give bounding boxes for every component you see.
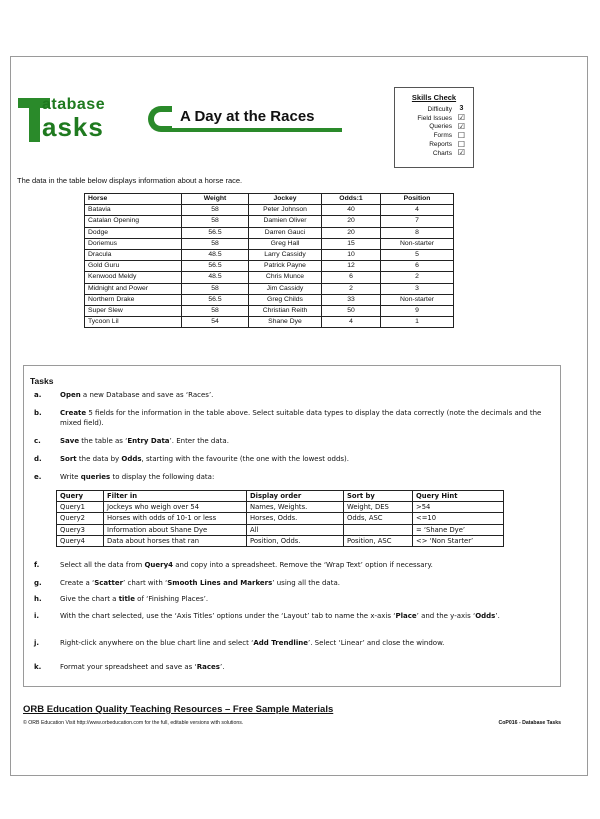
difficulty-value: 3 (459, 105, 464, 113)
skills-label: Difficulty (427, 105, 452, 113)
skills-label: Forms (433, 132, 452, 140)
query-cell: Horses with odds of 10-1 or less (104, 513, 247, 524)
race-cell: 9 (381, 306, 454, 317)
race-cell: 5 (381, 250, 454, 261)
race-cell: Greg Childs (249, 294, 322, 305)
task-text-part: ’ chart with ‘ (123, 579, 168, 587)
table-row (85, 294, 454, 305)
task-text-part: Select all the data from (60, 561, 145, 569)
race-cell: 6 (322, 272, 381, 283)
query-cell: Query3 (57, 524, 104, 535)
race-cell: Non-starter (381, 238, 454, 249)
race-cell: 58 (182, 306, 249, 317)
query-cell: Names, Weights. (247, 502, 344, 513)
task-label: k. (34, 663, 42, 671)
race-cell: Super Slew (85, 306, 182, 317)
task-text-bold: Query4 (144, 561, 174, 569)
query-header-cell: Query (57, 491, 104, 502)
race-cell: 58 (182, 238, 249, 249)
table-row (85, 238, 454, 249)
task-text-bold: Save (60, 437, 80, 445)
query-cell (344, 524, 413, 535)
task-text-part: the table as ‘ (79, 437, 128, 445)
race-cell: Larry Cassidy (249, 250, 322, 261)
task-text-bold: Place (395, 612, 417, 620)
task-label: h. (34, 595, 42, 603)
task-text-bold: Add Trendline (253, 639, 308, 647)
task-text-part: ’ using all the data. (272, 579, 340, 587)
task-text-bold: Smooth Lines and Markers (167, 579, 273, 587)
task-text (60, 594, 550, 604)
checkbox-icon: ☑ (457, 121, 466, 131)
skills-label: Reports (429, 141, 452, 149)
race-cell: 56.5 (182, 227, 249, 238)
race-table (84, 193, 454, 328)
task-text-part: With the chart selected, use the ‘Axis Titles’ options under the ‘Layout’ tab to name the x-axis ‘ (60, 612, 396, 620)
race-cell: 12 (322, 261, 381, 272)
tasks-heading: Tasks (30, 376, 54, 386)
task-text-part: of ‘Finishing Places’. (134, 595, 209, 603)
race-cell: Kenwood Meldy (85, 272, 182, 283)
race-cell: 2 (381, 272, 454, 283)
task-text-bold: Sort (60, 455, 77, 463)
race-cell: 20 (322, 216, 381, 227)
task-text-part: 5 fields for the information in the table above. Select suitable data types to display the data correctly (note the decimals and the mixed field). (60, 409, 542, 427)
race-cell: Christian Reith (249, 306, 322, 317)
title-block (148, 106, 338, 140)
race-cell: Catalan Opening (85, 216, 182, 227)
task-text-bold: Odds (121, 455, 142, 463)
race-cell: 4 (322, 317, 381, 328)
query-cell: Odds, ASC (344, 513, 413, 524)
task-text (60, 408, 550, 428)
race-header-cell: Horse (85, 194, 182, 205)
race-cell: 56.5 (182, 261, 249, 272)
query-header-cell: Display order (247, 491, 344, 502)
query-cell: <> ‘Non Starter’ (413, 535, 504, 546)
table-row (85, 272, 454, 283)
race-cell: Non-starter (381, 294, 454, 305)
task-text-part: to display the following data: (110, 473, 215, 481)
query-cell: Position, ASC (344, 535, 413, 546)
checkbox-icon: ☐ (457, 130, 466, 140)
race-cell: 7 (381, 216, 454, 227)
race-cell: 3 (381, 283, 454, 294)
logo-t-stem (29, 98, 40, 142)
logo-line2: asks (42, 112, 104, 142)
race-cell: Dodge (85, 227, 182, 238)
table-row (85, 261, 454, 272)
task-label: g. (34, 579, 42, 587)
table-row (57, 502, 504, 513)
task-text-bold: Races (196, 663, 220, 671)
task-text-part: a new Database and save as ‘Races’. (80, 391, 214, 399)
task-text (60, 472, 550, 482)
race-cell: Jim Cassidy (249, 283, 322, 294)
footer-copyright: © ORB Education Visit http://www.orbeducation.com for the full, editable versions with solutions. (23, 720, 244, 726)
task-text-part: ’. Enter the data. (169, 437, 229, 445)
title-underline (162, 128, 342, 132)
race-cell: 48.5 (182, 250, 249, 261)
query-cell: Jockeys who weigh over 54 (104, 502, 247, 513)
race-cell: 58 (182, 205, 249, 216)
task-text (60, 454, 550, 464)
task-text-part: ’. Select ‘Linear’ and close the window. (307, 639, 445, 647)
skills-label: Charts (432, 149, 452, 157)
task-text-part: ’. (495, 612, 500, 620)
checkbox-icon: ☑ (457, 113, 466, 123)
race-cell: Northern Drake (85, 294, 182, 305)
race-cell: Midnight and Power (85, 283, 182, 294)
query-cell: Data about horses that ran (104, 535, 247, 546)
table-row (85, 216, 454, 227)
table-row (85, 283, 454, 294)
race-cell: 54 (182, 317, 249, 328)
race-cell: Shane Dye (249, 317, 322, 328)
table-row (57, 524, 504, 535)
race-cell: Gold Guru (85, 261, 182, 272)
race-cell: 15 (322, 238, 381, 249)
query-cell: Position, Odds. (247, 535, 344, 546)
race-cell: 56.5 (182, 294, 249, 305)
skills-label: Field Issues (417, 114, 452, 122)
task-text-bold: Scatter (94, 579, 124, 587)
query-cell: Information about Shane Dye (104, 524, 247, 535)
task-text-part: Write (60, 473, 81, 481)
race-cell: Doriemus (85, 238, 182, 249)
race-cell: Peter Johnson (249, 205, 322, 216)
task-text-bold: Odds (475, 612, 496, 620)
table-row (57, 535, 504, 546)
race-cell: 50 (322, 306, 381, 317)
table-row (85, 317, 454, 328)
task-text-part: Give the chart a (60, 595, 119, 603)
query-cell: Query4 (57, 535, 104, 546)
query-table (56, 490, 504, 547)
task-text (60, 436, 550, 446)
race-header-cell: Weight (182, 194, 249, 205)
task-label: i. (34, 612, 40, 620)
task-text (60, 390, 550, 400)
query-header-cell: Query Hint (413, 491, 504, 502)
race-cell: 48.5 (182, 272, 249, 283)
table-row (85, 227, 454, 238)
skills-row (395, 149, 473, 158)
race-cell: 6 (381, 261, 454, 272)
query-header-cell: Filter in (104, 491, 247, 502)
query-cell: = ‘Shane Dye’ (413, 524, 504, 535)
task-text-part: Right-click anywhere on the blue chart line and select ‘ (60, 639, 254, 647)
skills-row (395, 131, 473, 140)
page-title: A Day at the Races (180, 108, 315, 125)
table-row (85, 250, 454, 261)
task-text-bold: Create (60, 409, 87, 417)
task-text (60, 611, 550, 621)
skills-label: Queries (429, 123, 452, 131)
task-text (60, 638, 550, 648)
footer-code: CoP016 - Database Tasks (498, 720, 561, 726)
query-cell: <=10 (413, 513, 504, 524)
query-header-cell: Sort by (344, 491, 413, 502)
checkbox-icon: ☐ (457, 139, 466, 149)
race-cell: 4 (381, 205, 454, 216)
race-cell: 20 (322, 227, 381, 238)
logo-line1: atabase (42, 96, 106, 113)
table-row (85, 205, 454, 216)
task-text-bold: Entry Data (127, 437, 170, 445)
race-cell: 8 (381, 227, 454, 238)
race-cell: Greg Hall (249, 238, 322, 249)
race-cell: 33 (322, 294, 381, 305)
table-row (57, 513, 504, 524)
query-cell: Weight, DES (344, 502, 413, 513)
skills-check-title: Skills Check (411, 93, 457, 102)
task-label: d. (34, 455, 42, 463)
table-row (85, 306, 454, 317)
query-cell: Horses, Odds. (247, 513, 344, 524)
race-cell: Chris Munce (249, 272, 322, 283)
database-tasks-logo (18, 98, 118, 142)
race-cell: 2 (322, 283, 381, 294)
race-header-cell: Odds:1 (322, 194, 381, 205)
task-text-part: ’. (219, 663, 225, 671)
race-header-cell: Position (381, 194, 454, 205)
race-cell: Darren Gauci (249, 227, 322, 238)
task-label: c. (34, 437, 41, 445)
task-label: e. (34, 473, 42, 481)
task-text (60, 578, 550, 588)
footer-title[interactable]: ORB Education Quality Teaching Resources – Free Sample Materials (23, 704, 334, 715)
race-cell: 10 (322, 250, 381, 261)
race-cell: Dracula (85, 250, 182, 261)
race-cell: Batavia (85, 205, 182, 216)
task-text-part: Create a ‘ (60, 579, 95, 587)
checkbox-icon: ☑ (457, 148, 466, 158)
intro-text: The data in the table below displays information about a horse race. (17, 176, 243, 185)
task-label: j. (34, 639, 40, 647)
task-text-part: the data by (76, 455, 122, 463)
race-cell: 1 (381, 317, 454, 328)
task-text (60, 662, 550, 672)
task-text-part: , starting with the favourite (the one with the lowest odds). (141, 455, 349, 463)
race-cell: 40 (322, 205, 381, 216)
task-label: b. (34, 409, 42, 417)
race-cell: Damien Oliver (249, 216, 322, 227)
skills-check-box (394, 87, 474, 168)
task-text-bold: Open (60, 391, 81, 399)
query-cell: All (247, 524, 344, 535)
task-text-part: ’ and the y-axis ‘ (416, 612, 476, 620)
query-cell: >54 (413, 502, 504, 513)
task-text-bold: title (118, 595, 135, 603)
race-header-cell: Jockey (249, 194, 322, 205)
race-cell: 58 (182, 283, 249, 294)
query-cell: Query1 (57, 502, 104, 513)
race-cell: Tycoon Lil (85, 317, 182, 328)
race-cell: 58 (182, 216, 249, 227)
task-text-part: Format your spreadsheet and save as ‘ (60, 663, 197, 671)
race-cell: Patrick Payne (249, 261, 322, 272)
task-label: f. (34, 561, 40, 569)
task-text-part: and copy into a spreadsheet. Remove the ‘Wrap Text’ option if necessary. (173, 561, 433, 569)
task-label: a. (34, 391, 42, 399)
task-text-bold: queries (80, 473, 111, 481)
task-text (60, 560, 550, 570)
query-cell: Query2 (57, 513, 104, 524)
